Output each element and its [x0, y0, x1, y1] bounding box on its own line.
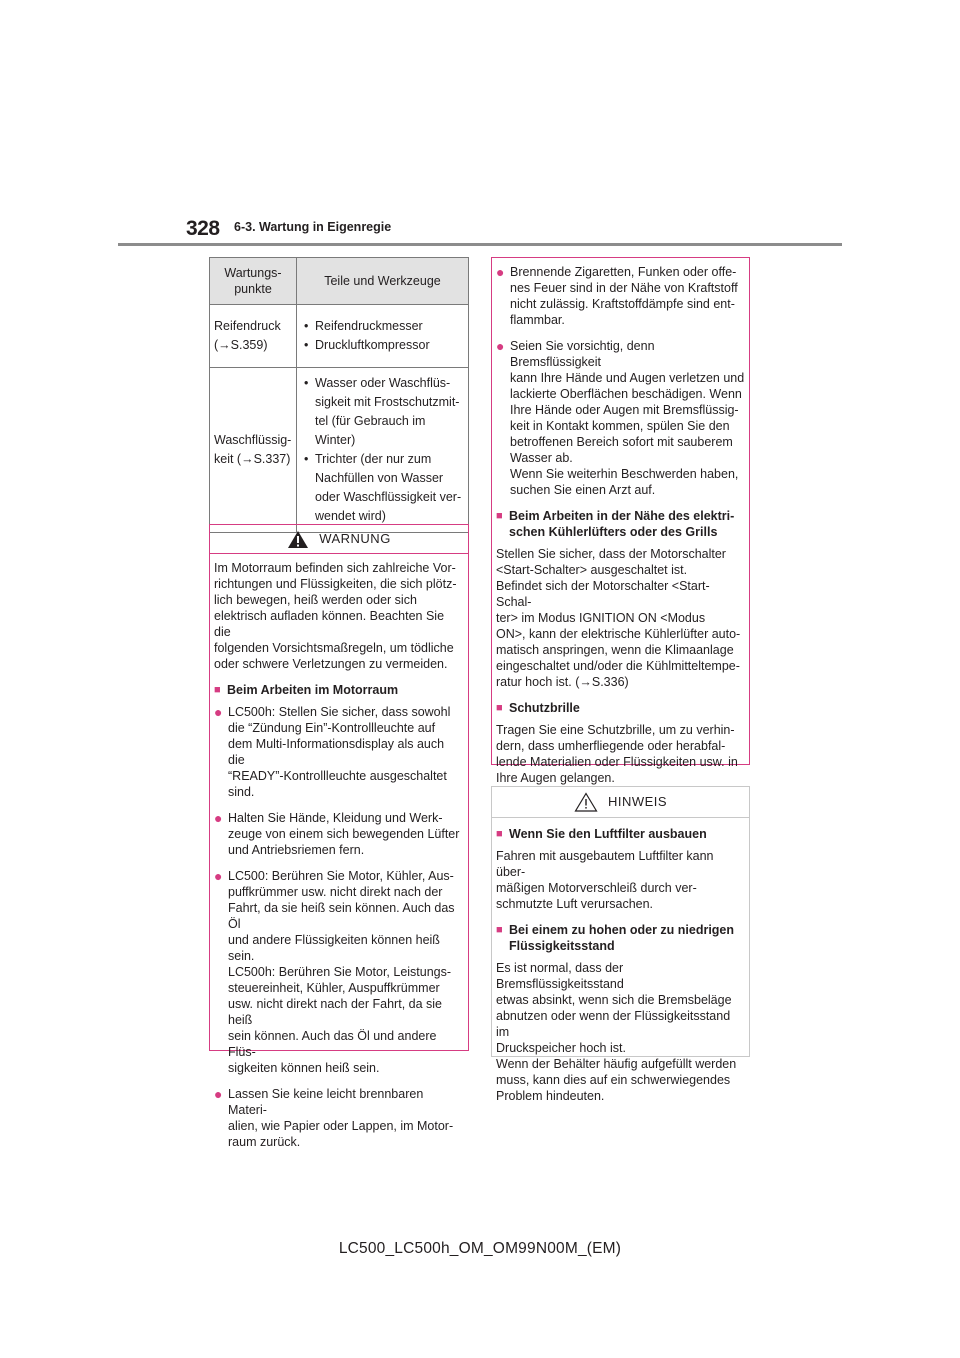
list-item — [496, 338, 745, 498]
list-item — [214, 868, 464, 1076]
dot-bullet-icon: ● — [496, 264, 505, 280]
list-item — [214, 704, 464, 800]
table-cell-point — [210, 368, 297, 533]
bullet-text: Halten Sie Hände, Kleidung und Werk- zeuge von einem sich bewegenden Lüfter und Antriebsriemen fern. — [228, 811, 460, 857]
warning-body-right — [492, 258, 749, 792]
bullet-text: Seien Sie vorsichtig, denn Bremsflüssigkeit kann Ihre Hände und Augen verletzen und lackierte Oberflächen beschädigen. Wenn Ihre Hände oder Augen mit Bremsflüssig- keit in Kontakt kommen, spülen Sie den betroffenen Bereich sofort mit sauberem Wasser ab. Wenn Sie weiterhin Beschwerden haben, suchen Sie einen Arzt auf. — [510, 339, 745, 497]
warning-subheading — [496, 700, 745, 716]
point-label: Waschflüssig- keit (→S.337) — [214, 433, 292, 466]
warning-subheading — [496, 508, 745, 540]
warning-title: WARNUNG — [319, 531, 391, 546]
warning-box — [209, 524, 469, 1149]
notice-subheading — [496, 826, 745, 842]
warning-subheading-text: Schutzbrille — [509, 701, 580, 715]
dot-bullet-icon: ● — [214, 810, 223, 826]
dot-bullet-icon: ● — [214, 1086, 223, 1102]
notice-body — [492, 818, 749, 1110]
header-rule — [118, 243, 842, 246]
list-item: • Druckluftkompressor — [301, 336, 464, 355]
tools-list — [301, 317, 464, 355]
point-label: Reifendruck (→S.359) — [214, 319, 281, 352]
caution-icon — [574, 792, 598, 812]
section-title: 6-3. Wartung in Eigenregie — [234, 220, 392, 234]
notice-title: HINWEIS — [607, 794, 668, 809]
bullet-text: Lassen Sie keine leicht brennbaren Materi- alien, wie Papier oder Lappen, im Motor- raum zurück. — [228, 1087, 454, 1149]
list-item: • Reifendruckmesser — [301, 317, 464, 336]
list-item: • Wasser oder Waschflüs- sigkeit mit Frostschutzmit- tel (für Gebrauch im Winter) — [301, 374, 464, 450]
table-header-row — [210, 258, 469, 305]
warning-intro: Im Motorraum befinden sich zahlreiche Vor- richtungen und Flüssigkeiten, die sich plötz- lich bewegen, heiß werden oder sich elektrisch aufladen können. Beachten Sie die folgenden Vorsichtsmaßregeln, um tödliche oder schwere Verletzungen zu vermeiden. — [214, 561, 457, 671]
page-number: 328 — [186, 217, 220, 240]
dot-bullet-icon: ● — [214, 868, 223, 884]
warning-icon — [287, 530, 309, 549]
bullet-text: LC500h: Stellen Sie sicher, dass sowohl die “Zündung Ein”-Kontrollleuchte auf dem Multi-Informationsdisplay als auch die “READY”-Kontrollleuchte ausgeschaltet sind. — [228, 705, 451, 799]
square-bullet-icon: ■ — [496, 924, 503, 936]
warning-header — [210, 525, 468, 554]
dot-bullet-icon: ● — [496, 338, 505, 354]
warning-box-continued — [491, 257, 750, 785]
warning-subheading-text: Beim Arbeiten in der Nähe des elektri- schen Kühlerlüfters oder des Grills — [509, 509, 735, 539]
table-cell-tools — [297, 305, 469, 368]
footer-document-code: LC500_LC500h_OM_OM99N00M_(EM) — [338, 1240, 622, 1257]
bullet-text: LC500: Berühren Sie Motor, Kühler, Aus- puffkrümmer usw. nicht direkt nach der Fahrt, da sie heiß sein können. Auch das Öl und andere Flüssigkeiten können heiß sein. LC500h: Berühren Sie Motor, Leistungs- steuereinheit, Kühler, Auspuffkrümmer usw. nicht direkt nach der Fahrt, da sie heiß sein können. Auch das Öl und andere Flüs- sigkeiten können heiß sein. — [228, 869, 455, 1075]
warning-paragraph: Tragen Sie eine Schutzbrille, um zu verhin- dern, dass umherfliegende oder herabfal- lende Materialien oder Flüssigkeiten usw. in Ihre Augen gelangen. — [496, 723, 738, 785]
column-header-tools: Teile und Werkzeuge — [297, 258, 469, 305]
tools-list — [301, 374, 464, 526]
notice-box — [491, 786, 750, 1103]
warning-body-left — [210, 554, 468, 1166]
maintenance-tools-table — [209, 257, 469, 533]
warning-subheading-text: Beim Arbeiten im Motorraum — [227, 683, 399, 697]
notice-subheading-text: Wenn Sie den Luftfilter ausbauen — [509, 827, 707, 841]
column-header-points-label: Wartungs- punkte — [224, 266, 282, 296]
warning-subheading — [214, 682, 464, 698]
table-row — [210, 305, 469, 368]
table-cell-tools — [297, 368, 469, 533]
notice-paragraph: Fahren mit ausgebautem Luftfilter kann über- mäßigen Motorverschleiß durch ver- schmutzte Luft verursachen. — [496, 849, 714, 911]
notice-subheading — [496, 922, 745, 954]
table-row — [210, 368, 469, 533]
square-bullet-icon: ■ — [496, 702, 503, 714]
notice-subheading-text: Bei einem zu hohen oder zu niedrigen Flüssigkeitsstand — [509, 923, 735, 953]
bullet-text: Brennende Zigaretten, Funken oder offe- nes Feuer sind in der Nähe von Kraftstoff nicht zulässig. Kraftstoffdämpfe sind ent- flammbar. — [510, 265, 738, 327]
notice-paragraph: Es ist normal, dass der Bremsflüssigkeitsstand etwas absinkt, wenn sich die Bremsbeläge abnutzen oder wenn der Flüssigkeitsstand im Druckspeicher hoch ist. Wenn der Behälter häufig aufgefüllt werden muss, kann dies auf ein schwerwiegendes Problem hindeuten. — [496, 961, 737, 1103]
warning-paragraph: Stellen Sie sicher, dass der Motorschalter <Start-Schalter> ausgeschaltet ist. Befindet sich der Motorschalter <Start-Schal- ter> im Modus IGNITION ON <Modus ON>, kann der elektrische Kühlerlüfter auto- matisch anspringen, wenn die Klimaanlage eingeschaltet und/oder die Kühlmitteltempe- ratur hoch ist. (→S.336) — [496, 547, 741, 689]
list-item — [214, 810, 464, 858]
column-header-points — [210, 258, 297, 305]
notice-header — [492, 787, 749, 818]
square-bullet-icon: ■ — [496, 510, 503, 522]
square-bullet-icon: ■ — [496, 828, 503, 840]
list-item — [214, 1086, 464, 1150]
dot-bullet-icon: ● — [214, 704, 223, 720]
list-item: • Trichter (der nur zum Nachfüllen von Wasser oder Waschflüssigkeit ver- wendet wird) — [301, 450, 464, 526]
table-cell-point — [210, 305, 297, 368]
square-bullet-icon: ■ — [214, 684, 221, 696]
list-item — [496, 264, 745, 328]
